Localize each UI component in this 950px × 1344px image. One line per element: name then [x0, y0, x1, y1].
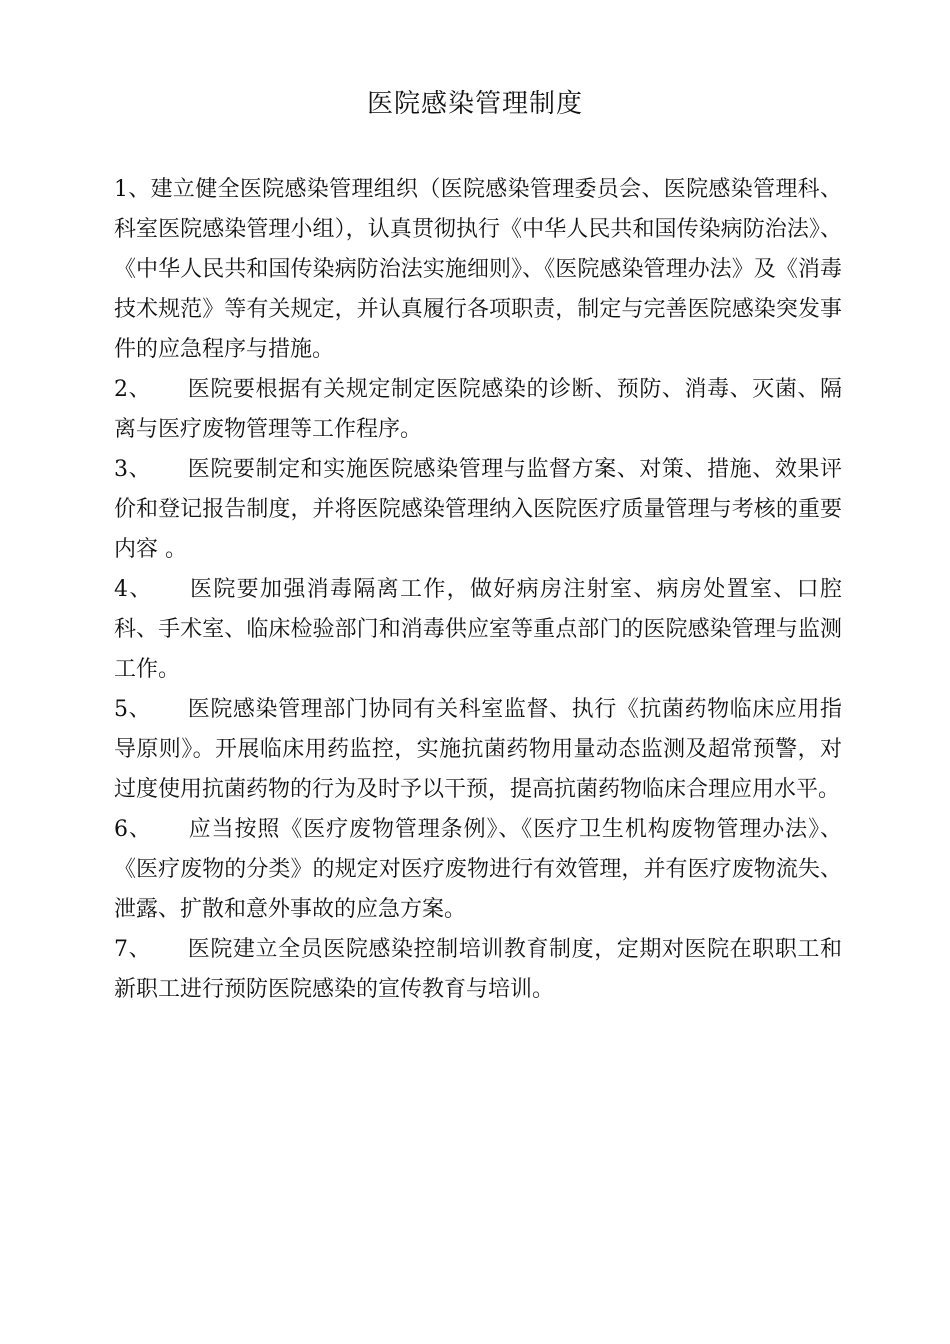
clause-6 — [114, 810, 842, 930]
clause-text: 医院感染管理部门协同有关科室监督、执行《抗菌药物临床应用指导原则》。开展临床用药监控，实施抗菌药物用量动态监测及超常预警，对过度使用抗菌药物的行为及时予以干预，提高抗菌药物临床合理应用水平。 — [114, 697, 842, 802]
clause-2 — [114, 370, 842, 450]
document-body — [114, 170, 842, 1010]
clause-text: 医院建立全员医院感染控制培训教育制度，定期对医院在职职工和新职工进行预防医院感染的宣传教育与培训。 — [114, 937, 842, 1002]
clause-text: 建立健全医院感染管理组织（医院感染管理委员会、医院感染管理科、科室医院感染管理小组），认真贯彻执行《中华人民共和国传染病防治法》、《中华人民共和国传染病防治法实施细则》、《医院感染管理办法》及《消毒技术规范》等有关规定，并认真履行各项职责，制定与完善医院感染突发事件的应急程序与措施。 — [114, 177, 842, 362]
clause-7 — [114, 930, 842, 1010]
clause-number: 2、 — [114, 377, 152, 402]
clause-text: 应当按照《医疗废物管理条例》、《医疗卫生机构废物管理办法》、《医疗废物的分类》的规定对医疗废物进行有效管理，并有医疗废物流失、泄露、扩散和意外事故的应急方案。 — [114, 817, 842, 922]
clause-4 — [114, 570, 842, 690]
clause-3 — [114, 450, 842, 570]
clause-number: 6、 — [114, 817, 152, 842]
clause-number: 4、 — [114, 577, 153, 602]
document-title: 医院感染管理制度 — [366, 89, 583, 119]
clause-number: 3、 — [114, 457, 152, 482]
clause-text: 医院要加强消毒隔离工作，做好病房注射室、病房处置室、口腔科、手术室、临床检验部门和消毒供应室等重点部门的医院感染管理与监测工作。 — [114, 577, 842, 682]
clause-number: 7、 — [114, 937, 152, 962]
clause-1 — [114, 170, 842, 370]
clause-5 — [114, 690, 842, 810]
clause-number: 5、 — [114, 697, 152, 722]
clause-text: 医院要制定和实施医院感染管理与监督方案、对策、措施、效果评价和登记报告制度，并将医院感染管理纳入医院医疗质量管理与考核的重要内容 。 — [114, 457, 842, 562]
clause-text: 医院要根据有关规定制定医院感染的诊断、预防、消毒、灭菌、隔离与医疗废物管理等工作程序。 — [114, 377, 842, 442]
clause-number: 1、 — [114, 177, 151, 202]
